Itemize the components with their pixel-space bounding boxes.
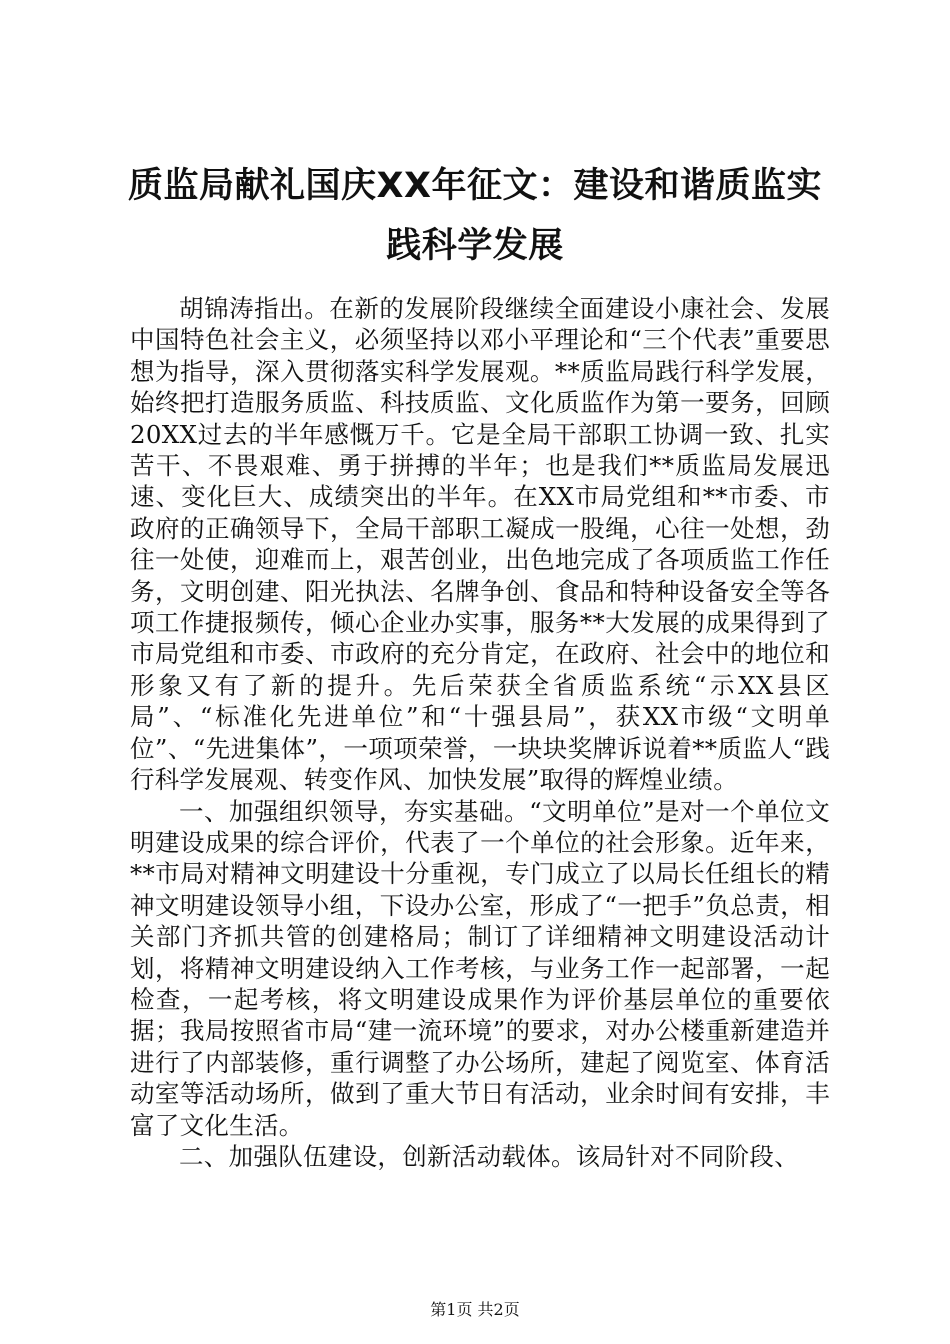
page-footer: 第1页 共2页 [430,1300,520,1319]
document-title: 质监局献礼国庆XX年征文：建设和谐质监实践科学发展 [128,166,822,266]
paragraph-section-2: 二、加强队伍建设，创新活动载体。该局针对不同阶段、 [179,1141,799,1171]
paragraph-section-1: 一、加强组织领导，夯实基础。“文明单位”是对一个单位文明建设成果的综合评价，代表了一个单位的社会形象。近年来，**市局对精神文明建设十分重视，专门成立了以局长任组长的精神文明建设领导小组，下设办公室，形成了“一把手”负总责，相关部门齐抓共管的创建格局；制订了详细精神文明建设活动计划，将精神文明建设纳入工作考核，与业务工作一起部署，一起检查，一起考核，将文明建设成果作为评价基层单位的重要依据；我局按照省市局“建一流环境”的要求，对办公楼重新建造并进行了内部装修，重行调整了办公场所，建起了阅览室、体育活动室等活动场所，做到了重大节日有活动，业余时间有安排，丰富了文化生活。 [130,796,830,1140]
paragraph-intro: 胡锦涛指出。在新的发展阶段继续全面建设小康社会、发展中国特色社会主义，必须坚持以邓小平理论和“三个代表”重要思想为指导，深入贯彻落实科学发展观。**质监局践行科学发展，始终把打造服务质监、科技质监、文化质监作为第一要务，回顾20XX过去的半年感慨万千。它是全局干部职工协调一致、扎实苦干、不畏艰难、勇于拼搏的半年；也是我们**质监局发展迅速、变化巨大、成绩突出的半年。在XX市局党组和**市委、市政府的正确领导下，全局干部职工凝成一股绳，心往一处想，劲往一处使，迎难而上，艰苦创业，出色地完成了各项质监工作任务，文明创建、阳光执法、名牌争创、食品和特种设备安全等各项工作捷报频传，倾心企业办实事，服务**大发展的成果得到了市局党组和市委、市政府的充分肯定，在政府、社会中的地位和形象又有了新的提升。先后荣获全省质监系统“示XX县区局”、“标准化先进单位”和“十强县局”，获XX市级“文明单位”、“先进集体”，一项项荣誉，一块块奖牌诉说着**质监人“践行科学发展观、转变作风、加快发展”取得的辉煌业绩。 [130,294,830,795]
document-body [130,293,830,1172]
